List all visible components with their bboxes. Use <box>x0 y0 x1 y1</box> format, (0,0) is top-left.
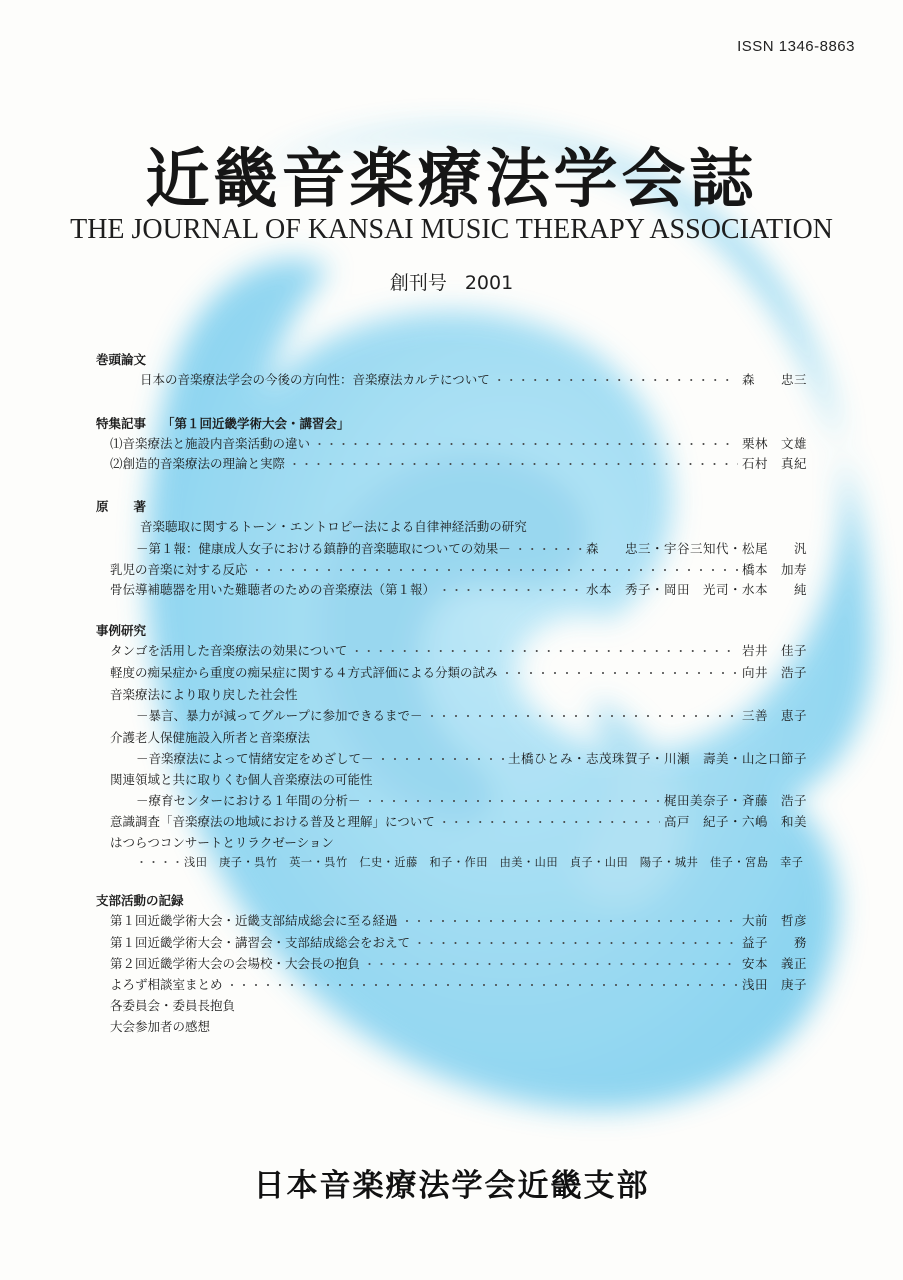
toc-entry <box>110 996 235 1016</box>
entry-title: タンゴを活用した音楽療法の効果について <box>110 643 348 658</box>
issue-label: 創刊号 <box>389 272 447 294</box>
dot-leader <box>364 956 738 972</box>
dot-leader <box>414 935 738 951</box>
entry-title: 介護老人保健施設入所者と音楽療法 <box>110 730 311 745</box>
toc-entry <box>110 663 807 683</box>
toc-entry <box>110 728 310 748</box>
entry-title: －音楽療法によって情緒安定をめざして－ <box>136 751 374 766</box>
toc-entry <box>110 454 807 474</box>
dot-leader <box>289 456 738 472</box>
entry-title: はつらつコンサートとリラクゼーション <box>110 835 334 850</box>
dot-leader <box>439 814 660 830</box>
section-subheading: 「第１回近畿学術大会・講習会」 <box>162 416 350 431</box>
entry-author: 森 忠三・宇谷三知代・松尾 汎 <box>585 541 807 556</box>
toc-entry <box>110 954 807 974</box>
toc-entry <box>136 706 807 726</box>
dot-leader <box>252 562 738 578</box>
entry-author: 栗林 文雄 <box>741 436 807 451</box>
dot-leader <box>494 372 738 388</box>
entry-title: 音楽療法により取り戻した社会性 <box>110 687 298 702</box>
toc-entry <box>110 1017 210 1037</box>
entry-author: 浅田 庚子・呉竹 英一・呉竹 仁史・近藤 和子・作田 由美・山田 貞子・山田 陽子・城井 佳子・宮島 幸子 <box>184 856 804 869</box>
toc-entry <box>136 854 807 874</box>
entry-author: 橋本 加寿 <box>741 562 807 577</box>
dot-leader <box>378 751 504 767</box>
section-heading-feature <box>96 414 350 432</box>
entry-author: 浅田 庚子 <box>741 977 807 992</box>
entry-author: 石村 真紀 <box>741 456 807 471</box>
entry-title: ⑵創造的音楽療法の理論と実際 <box>110 456 286 471</box>
entry-title: 第１回近畿学術大会・近畿支部結成総会に至る経過 <box>110 913 398 928</box>
section-heading-foreword: 巻頭論文 <box>96 352 147 367</box>
dot-leader <box>515 541 582 557</box>
entry-author: 益子 務 <box>741 935 807 950</box>
dot-leader <box>502 665 738 681</box>
entry-author: 高戸 紀子・六嶋 和美 <box>663 814 807 829</box>
toc-entry <box>110 580 807 600</box>
toc-entry <box>110 911 807 931</box>
entry-title: －療育センターにおける１年間の分析－ <box>136 793 361 808</box>
toc-entry <box>136 539 807 559</box>
entry-author: 向井 浩子 <box>741 665 807 680</box>
entry-title: －暴言、暴力が減ってグループに参加できるまで－ <box>136 708 423 723</box>
entry-title: 音楽聴取に関するトーン・エントロピー法による自律神経活動の研究 <box>140 519 527 534</box>
entry-author: 三善 恵子 <box>741 708 807 723</box>
toc-entry <box>110 434 807 454</box>
entry-author: 安本 義正 <box>741 956 807 971</box>
entry-title: 骨伝導補聴器を用いた難聴者のための音楽療法（第１報） <box>110 582 436 597</box>
journal-title-english: THE JOURNAL OF KANSAI MUSIC THERAPY ASSOCIATION <box>70 214 833 245</box>
entry-title: 第１回近畿学術大会・講習会・支部結成総会をおえて <box>110 935 411 950</box>
entry-author: 土橋ひとみ・志茂珠賀子・川瀬 壽美・山之口節子 <box>507 751 807 766</box>
entry-author: 水本 秀子・岡田 光司・水本 純 <box>585 582 807 597</box>
toc-entry <box>136 791 807 811</box>
toc-entry <box>110 685 298 705</box>
entry-author: 岩井 佳子 <box>741 643 807 658</box>
entry-title: 乳児の音楽に対する反応 <box>110 562 248 577</box>
toc-entry <box>110 560 807 580</box>
toc-entry <box>110 933 807 953</box>
issue-year: 2001 <box>464 272 514 294</box>
entry-title: 日本の音楽療法学会の今後の方向性：音楽療法カルテについて <box>140 372 490 387</box>
dot-leader <box>427 708 738 724</box>
dot-leader <box>402 913 738 929</box>
journal-title: 近畿音楽療法学会誌 <box>145 142 758 217</box>
dot-leader <box>227 977 738 993</box>
entry-title: よろず相談室まとめ <box>110 977 223 992</box>
dot-leader <box>351 643 738 659</box>
toc-entry <box>140 370 807 390</box>
entry-title: －第１報：健康成人女子における鎮静的音楽聴取についての効果－ <box>136 541 511 556</box>
issue-line <box>0 268 903 295</box>
entry-title: 第２回近畿学術大会の会場校・大会長の抱負 <box>110 956 361 971</box>
dot-leader <box>439 582 582 598</box>
toc-entry <box>110 641 807 661</box>
toc-entry <box>110 770 373 790</box>
publisher-name: 日本音楽療法学会近畿支部 <box>253 1168 650 1204</box>
entry-author: 大前 哲彦 <box>741 913 807 928</box>
toc-entry <box>110 833 334 853</box>
dot-leader <box>136 854 180 870</box>
toc-entry <box>140 517 527 537</box>
entry-title: 意識調査「音楽療法の地域における普及と理解」について <box>110 814 435 829</box>
section-heading-case-studies: 事例研究 <box>96 623 147 638</box>
entry-title: 各委員会・委員長抱負 <box>110 998 236 1013</box>
section-heading-label: 特集記事 <box>96 416 147 431</box>
dot-leader <box>365 793 660 809</box>
entry-author: 森 忠三 <box>741 372 807 387</box>
toc-entry <box>110 975 807 995</box>
entry-title: 軽度の痴呆症から重度の痴呆症に関する４方式評価による分類の試み <box>110 665 498 680</box>
dot-leader <box>314 436 738 452</box>
toc-entry <box>136 749 807 769</box>
entry-author: 梶田美奈子・斉藤 浩子 <box>663 793 807 808</box>
entry-title: 関連領域と共に取りくむ個人音楽療法の可能性 <box>110 772 373 787</box>
section-heading-branch-activities: 支部活動の記録 <box>96 893 184 908</box>
entry-title: 大会参加者の感想 <box>110 1019 211 1034</box>
section-heading-original: 原 著 <box>96 499 147 514</box>
entry-title: ⑴音楽療法と施設内音楽活動の違い <box>110 436 311 451</box>
toc-entry <box>110 812 807 832</box>
issn-number: ISSN 1346-8863 <box>737 38 855 55</box>
